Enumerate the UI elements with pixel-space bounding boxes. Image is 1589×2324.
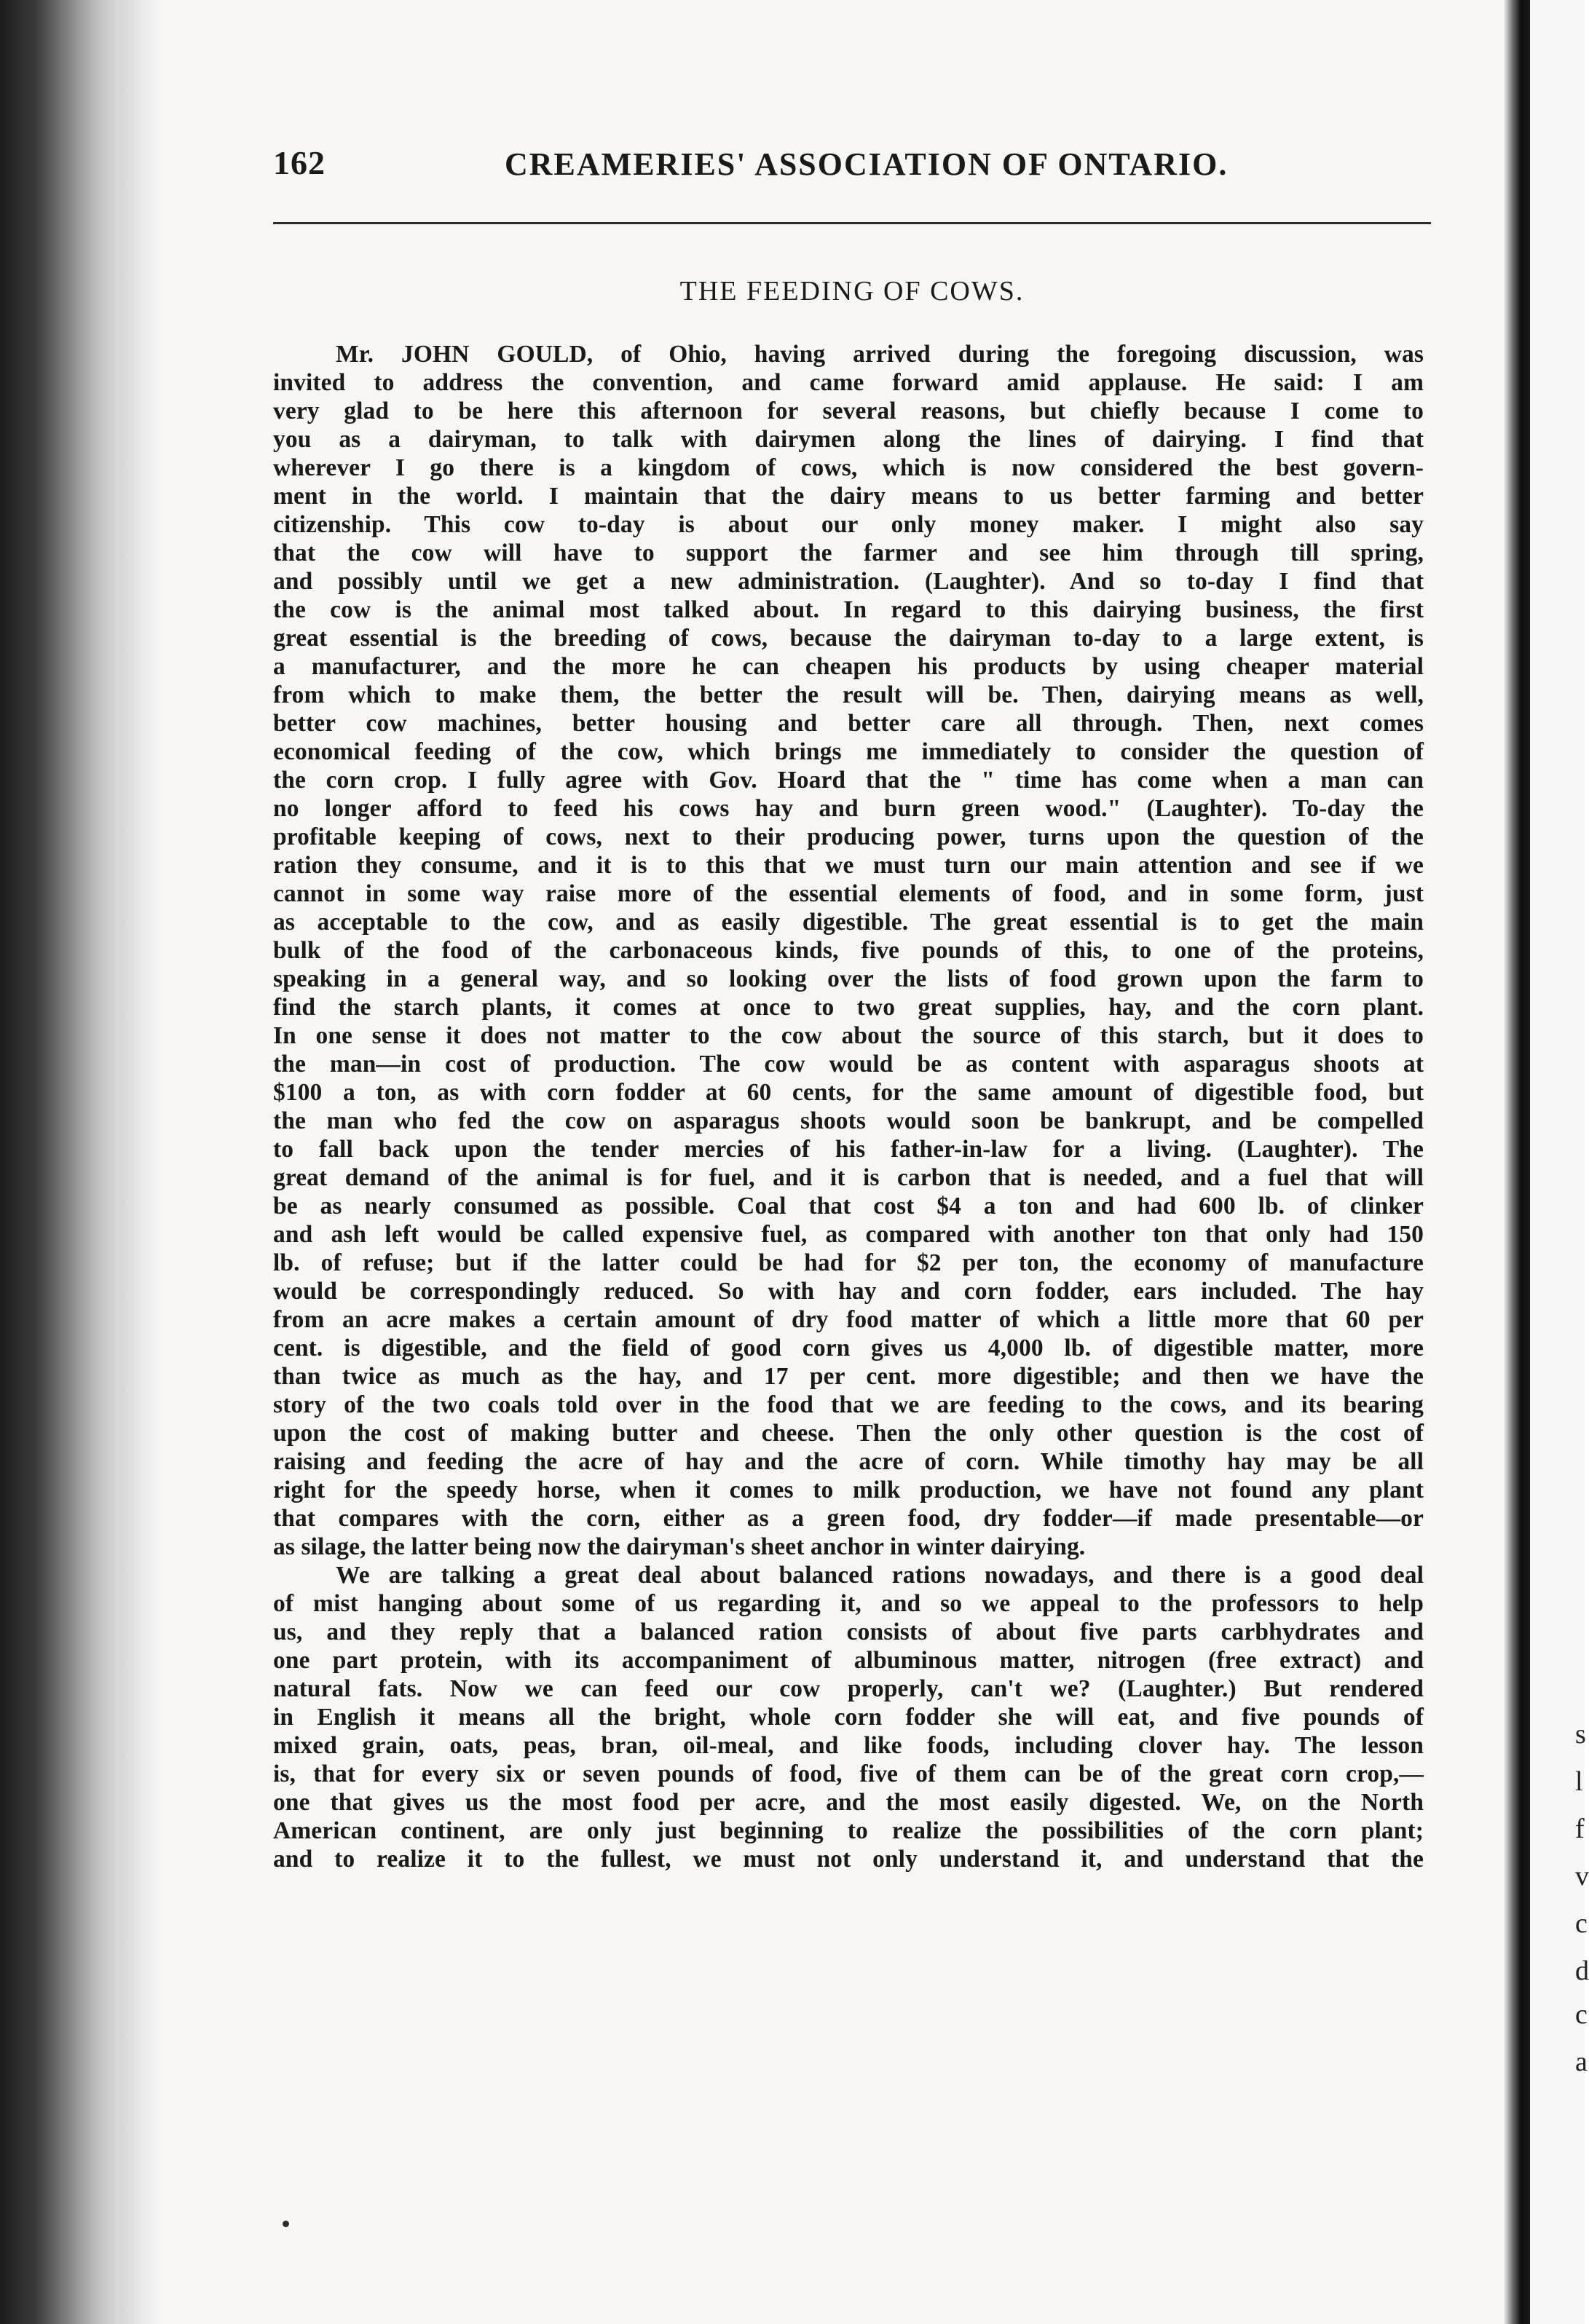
text-line: better cow machines, better housing and better care all through. Then, next comes [273,710,1424,737]
text-line: American continent, are only just beginning to realize the possibilities of the corn plant; [273,1817,1424,1844]
text-line: would be correspondingly reduced. So with hay and corn fodder, ears included. The hay [273,1278,1424,1305]
text-line: raising and feeding the acre of hay and the acre of corn. While timothy hay may be all [273,1448,1424,1475]
facing-page-letter: s [1575,1719,1586,1750]
page-curl-shadow [120,0,164,2324]
text-line: great essential is the breeding of cows, because the dairyman to-day to a large extent, is [273,625,1424,652]
text-line: lb. of refuse; but if the latter could be had for $2 per ton, the economy of manufacture [273,1249,1424,1276]
facing-page-letter: d [1575,1956,1589,1986]
facing-page-letter: c [1575,1999,1588,2030]
text-line: speaking in a general way, and so looking over the lists of food grown upon the farm to [273,965,1424,992]
ink-speck [283,2221,289,2227]
text-line: and ash left would be called expensive fuel, as compared with another ton that only had 150 [273,1221,1424,1248]
text-line: of mist hanging about some of us regarding it, and so we appeal to the professors to help [273,1590,1424,1617]
text-line: ration they consume, and it is to this that we must turn our main attention and see if we [273,852,1424,879]
text-line: that compares with the corn, either as a green food, dry fodder—if made presentable—or [273,1505,1424,1532]
text-line: the man—in cost of production. The cow would be as content with asparagus shoots at [273,1051,1424,1078]
text-line: a manufacturer, and the more he can cheapen his products by using cheaper material [273,653,1424,680]
text-line: Mr. JOHN GOULD, of Ohio, having arrived during the foregoing discussion, was [336,341,1424,368]
text-line: great demand of the animal is for fuel, and it is carbon that is needed, and a fuel that will [273,1164,1424,1191]
facing-page-letter: v [1575,1861,1589,1892]
text-line: one part protein, with its accompaniment of albuminous matter, nitrogen (free extract) and [273,1647,1424,1674]
text-line: us, and they reply that a balanced ration consists of about five parts carbhydrates and [273,1618,1424,1645]
text-line: ment in the world. I maintain that the dairy means to us better farming and better [273,483,1424,510]
text-line: and to realize it to the fullest, we must not only understand it, and understand that the [273,1846,1424,1873]
facing-page-letter: l [1575,1766,1583,1797]
running-head: CREAMERIES' ASSOCIATION OF ONTARIO. [505,146,1229,182]
text-line: one that gives us the most food per acre, and the most easily digested. We, on the North [273,1789,1424,1816]
header-rule [273,222,1431,224]
text-line: story of the two coals told over in the food that we are feeding to the cows, and its bearing [273,1391,1424,1418]
text-line: invited to address the convention, and came forward amid applause. He said: I am [273,369,1424,396]
text-line: is, that for every six or seven pounds of food, five of them can be of the great corn crop,— [273,1760,1424,1787]
text-line: $100 a ton, as with corn fodder at 60 cents, for the same amount of digestible food, but [273,1079,1424,1106]
text-line: natural fats. Now we can feed our cow properly, can't we? (Laughter.) But rendered [273,1675,1424,1702]
text-line: cent. is digestible, and the field of good corn gives us 4,000 lb. of digestible matter, more [273,1335,1424,1361]
text-line: economical feeding of the cow, which brings me immediately to consider the question of [273,738,1424,765]
text-line: than twice as much as the hay, and 17 per cent. more digestible; and then we have the [273,1363,1424,1390]
text-line: very glad to be here this afternoon for several reasons, but chiefly because I come to [273,398,1424,424]
text-line: from an acre makes a certain amount of dry food matter of which a little more that 60 per [273,1306,1424,1333]
text-line: We are talking a great deal about balanced rations nowadays, and there is a good deal [336,1562,1424,1589]
text-line: the man who fed the cow on asparagus shoots would soon be bankrupt, and be compelled [273,1107,1424,1134]
text-line: and possibly until we get a new administration. (Laughter). And so to-day I find that [273,568,1424,595]
text-line: citizenship. This cow to-day is about our only money maker. I might also say [273,511,1424,538]
text-line: mixed grain, oats, peas, bran, oil-meal, and like foods, including clover hay. The lesson [273,1732,1424,1759]
text-line: no longer afford to feed his cows hay and burn green wood." (Laughter). To-day the [273,795,1424,822]
text-line: in English it means all the bright, whole corn fodder she will eat, and five pounds of [273,1704,1424,1731]
facing-page-letter: f [1575,1814,1585,1844]
text-line: In one sense it does not matter to the cow about the source of this starch, but it does to [273,1022,1424,1049]
text-line: as acceptable to the cow, and as easily digestible. The great essential is to get the main [273,909,1424,936]
text-line: from which to make them, the better the result will be. Then, dairying means as well, [273,681,1424,708]
facing-page-letter: a [1575,2047,1588,2077]
text-line: as silage, the latter being now the dairyman's sheet anchor in winter dairying. [273,1533,1086,1560]
text-line: bulk of the food of the carbonaceous kinds, five pounds of this, to one of the proteins, [273,937,1424,964]
facing-page-letter: c [1575,1908,1588,1939]
text-line: upon the cost of making butter and cheese. Then the only other question is the cost of [273,1420,1424,1447]
text-line: cannot in some way raise more of the essential elements of food, and in some form, just [273,880,1424,907]
text-line: you as a dairyman, to talk with dairymen along the lines of dairying. I find that [273,426,1424,453]
text-line: find the starch plants, it comes at once to two great supplies, hay, and the corn plant. [273,994,1424,1021]
page-number: 162 [273,144,326,181]
book-spine-shadow [0,0,120,2324]
text-line: the corn crop. I fully agree with Gov. Hoard that the " time has come when a man can [273,767,1424,794]
text-line: that the cow will have to support the farmer and see him through till spring, [273,540,1424,566]
text-line: right for the speedy horse, when it comes to milk production, we have not found any plant [273,1477,1424,1503]
section-title: THE FEEDING OF COWS. [679,276,1025,307]
book-gutter-shadow [1504,0,1530,2324]
text-line: wherever I go there is a kingdom of cows, which is now considered the best govern- [273,454,1424,481]
text-line: be as nearly consumed as possible. Coal that cost $4 a ton and had 600 lb. of clinker [273,1193,1424,1220]
text-line: profitable keeping of cows, next to their producing power, turns upon the question of the [273,823,1424,850]
text-line: the cow is the animal most talked about. In regard to this dairying business, the first [273,596,1424,623]
facing-page-edge [1530,0,1589,2324]
text-line: to fall back upon the tender mercies of his father-in-law for a living. (Laughter). The [273,1136,1424,1163]
article-body [273,340,1424,1873]
